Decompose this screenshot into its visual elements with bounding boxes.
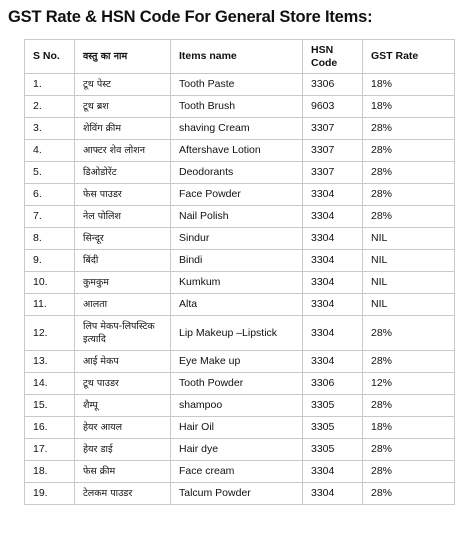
cell-item-name: Hair Oil [171,417,303,439]
cell-sno: 13. [25,351,75,373]
cell-hsn-code: 9603 [303,96,363,118]
table-row [25,118,455,140]
cell-hindi-name: टूथ पेस्ट [75,74,171,96]
cell-sno: 1. [25,74,75,96]
cell-item-name: Tooth Powder [171,373,303,395]
header-hsn-code: HSN Code [303,40,363,74]
cell-hindi-name: कुमकुम [75,272,171,294]
cell-hindi-name: फेस क्रीम [75,461,171,483]
table-row [25,184,455,206]
cell-hindi-name: लिप मेकप-लिपस्टिक इत्यादि [75,316,171,351]
cell-hsn-code: 3307 [303,140,363,162]
cell-hindi-name: टेलकम पाउडर [75,483,171,505]
cell-sno: 8. [25,228,75,250]
table-row [25,417,455,439]
cell-item-name: Face Powder [171,184,303,206]
cell-gst-rate: 28% [363,184,455,206]
gst-rate-table [24,39,455,505]
table-row [25,461,455,483]
table-row [25,483,455,505]
cell-hsn-code: 3307 [303,162,363,184]
cell-hindi-name: नेल पोलिश [75,206,171,228]
cell-hindi-name: शेविंग क्रीम [75,118,171,140]
cell-item-name: Tooth Paste [171,74,303,96]
cell-hsn-code: 3304 [303,294,363,316]
cell-item-name: Tooth Brush [171,96,303,118]
table-body [25,74,455,505]
table-row [25,206,455,228]
cell-item-name: Face cream [171,461,303,483]
cell-hindi-name: टूथ पाउडर [75,373,171,395]
cell-item-name: Kumkum [171,272,303,294]
cell-gst-rate: 28% [363,162,455,184]
cell-sno: 11. [25,294,75,316]
cell-gst-rate: 28% [363,439,455,461]
cell-gst-rate: 28% [363,118,455,140]
cell-sno: 2. [25,96,75,118]
cell-item-name: Bindi [171,250,303,272]
header-hindi-name: वस्तु का नाम [75,40,171,74]
cell-item-name: Nail Polish [171,206,303,228]
cell-hsn-code: 3304 [303,351,363,373]
cell-sno: 19. [25,483,75,505]
table-row [25,272,455,294]
cell-sno: 16. [25,417,75,439]
cell-sno: 3. [25,118,75,140]
cell-hindi-name: बिंदी [75,250,171,272]
cell-sno: 17. [25,439,75,461]
cell-item-name: Alta [171,294,303,316]
cell-hindi-name: शैम्पू [75,395,171,417]
cell-hsn-code: 3306 [303,373,363,395]
table-row [25,74,455,96]
cell-gst-rate: NIL [363,294,455,316]
cell-hsn-code: 3304 [303,272,363,294]
cell-gst-rate: 18% [363,417,455,439]
cell-hindi-name: आई मेकप [75,351,171,373]
table-row [25,294,455,316]
cell-gst-rate: 28% [363,461,455,483]
table-row [25,250,455,272]
cell-sno: 12. [25,316,75,351]
table-row [25,351,455,373]
cell-hsn-code: 3304 [303,206,363,228]
cell-hsn-code: 3306 [303,74,363,96]
cell-gst-rate: NIL [363,250,455,272]
cell-gst-rate: 28% [363,483,455,505]
cell-gst-rate: 18% [363,74,455,96]
cell-item-name: Eye Make up [171,351,303,373]
cell-item-name: Sindur [171,228,303,250]
cell-sno: 14. [25,373,75,395]
header-item-name: Items name [171,40,303,74]
cell-gst-rate: NIL [363,272,455,294]
cell-gst-rate: 28% [363,351,455,373]
cell-hsn-code: 3304 [303,228,363,250]
cell-item-name: Aftershave Lotion [171,140,303,162]
cell-hsn-code: 3304 [303,461,363,483]
table-row [25,96,455,118]
cell-hsn-code: 3307 [303,118,363,140]
cell-sno: 6. [25,184,75,206]
cell-hindi-name: फेस पाउडर [75,184,171,206]
cell-hsn-code: 3304 [303,184,363,206]
cell-hsn-code: 3304 [303,483,363,505]
cell-gst-rate: 28% [363,316,455,351]
cell-item-name: shaving Cream [171,118,303,140]
cell-sno: 7. [25,206,75,228]
cell-gst-rate: 12% [363,373,455,395]
cell-sno: 10. [25,272,75,294]
cell-hindi-name: आलता [75,294,171,316]
cell-hindi-name: टूथ ब्रश [75,96,171,118]
cell-gst-rate: 28% [363,395,455,417]
table-row [25,316,455,351]
cell-sno: 9. [25,250,75,272]
table-row [25,162,455,184]
cell-hsn-code: 3305 [303,417,363,439]
cell-hsn-code: 3304 [303,316,363,351]
cell-item-name: shampoo [171,395,303,417]
cell-gst-rate: 28% [363,140,455,162]
cell-item-name: Talcum Powder [171,483,303,505]
table-row [25,373,455,395]
cell-hindi-name: डिओडोरेंट [75,162,171,184]
table-row [25,228,455,250]
cell-sno: 15. [25,395,75,417]
cell-hindi-name: हेयर डाई [75,439,171,461]
header-sno: S No. [25,40,75,74]
cell-hindi-name: सिन्दूर [75,228,171,250]
header-gst-rate: GST Rate [363,40,455,74]
cell-item-name: Deodorants [171,162,303,184]
cell-sno: 18. [25,461,75,483]
cell-hsn-code: 3305 [303,439,363,461]
cell-hsn-code: 3304 [303,250,363,272]
cell-item-name: Hair dye [171,439,303,461]
cell-sno: 5. [25,162,75,184]
cell-item-name: Lip Makeup –Lipstick [171,316,303,351]
table-row [25,439,455,461]
cell-sno: 4. [25,140,75,162]
cell-hsn-code: 3305 [303,395,363,417]
table-header-row [25,40,455,74]
table-row [25,395,455,417]
page-title: GST Rate & HSN Code For General Store Items: [8,8,373,26]
cell-gst-rate: 28% [363,206,455,228]
cell-hindi-name: आफ्टर शेव लोशन [75,140,171,162]
cell-gst-rate: NIL [363,228,455,250]
cell-gst-rate: 18% [363,96,455,118]
cell-hindi-name: हेयर आयल [75,417,171,439]
table-row [25,140,455,162]
